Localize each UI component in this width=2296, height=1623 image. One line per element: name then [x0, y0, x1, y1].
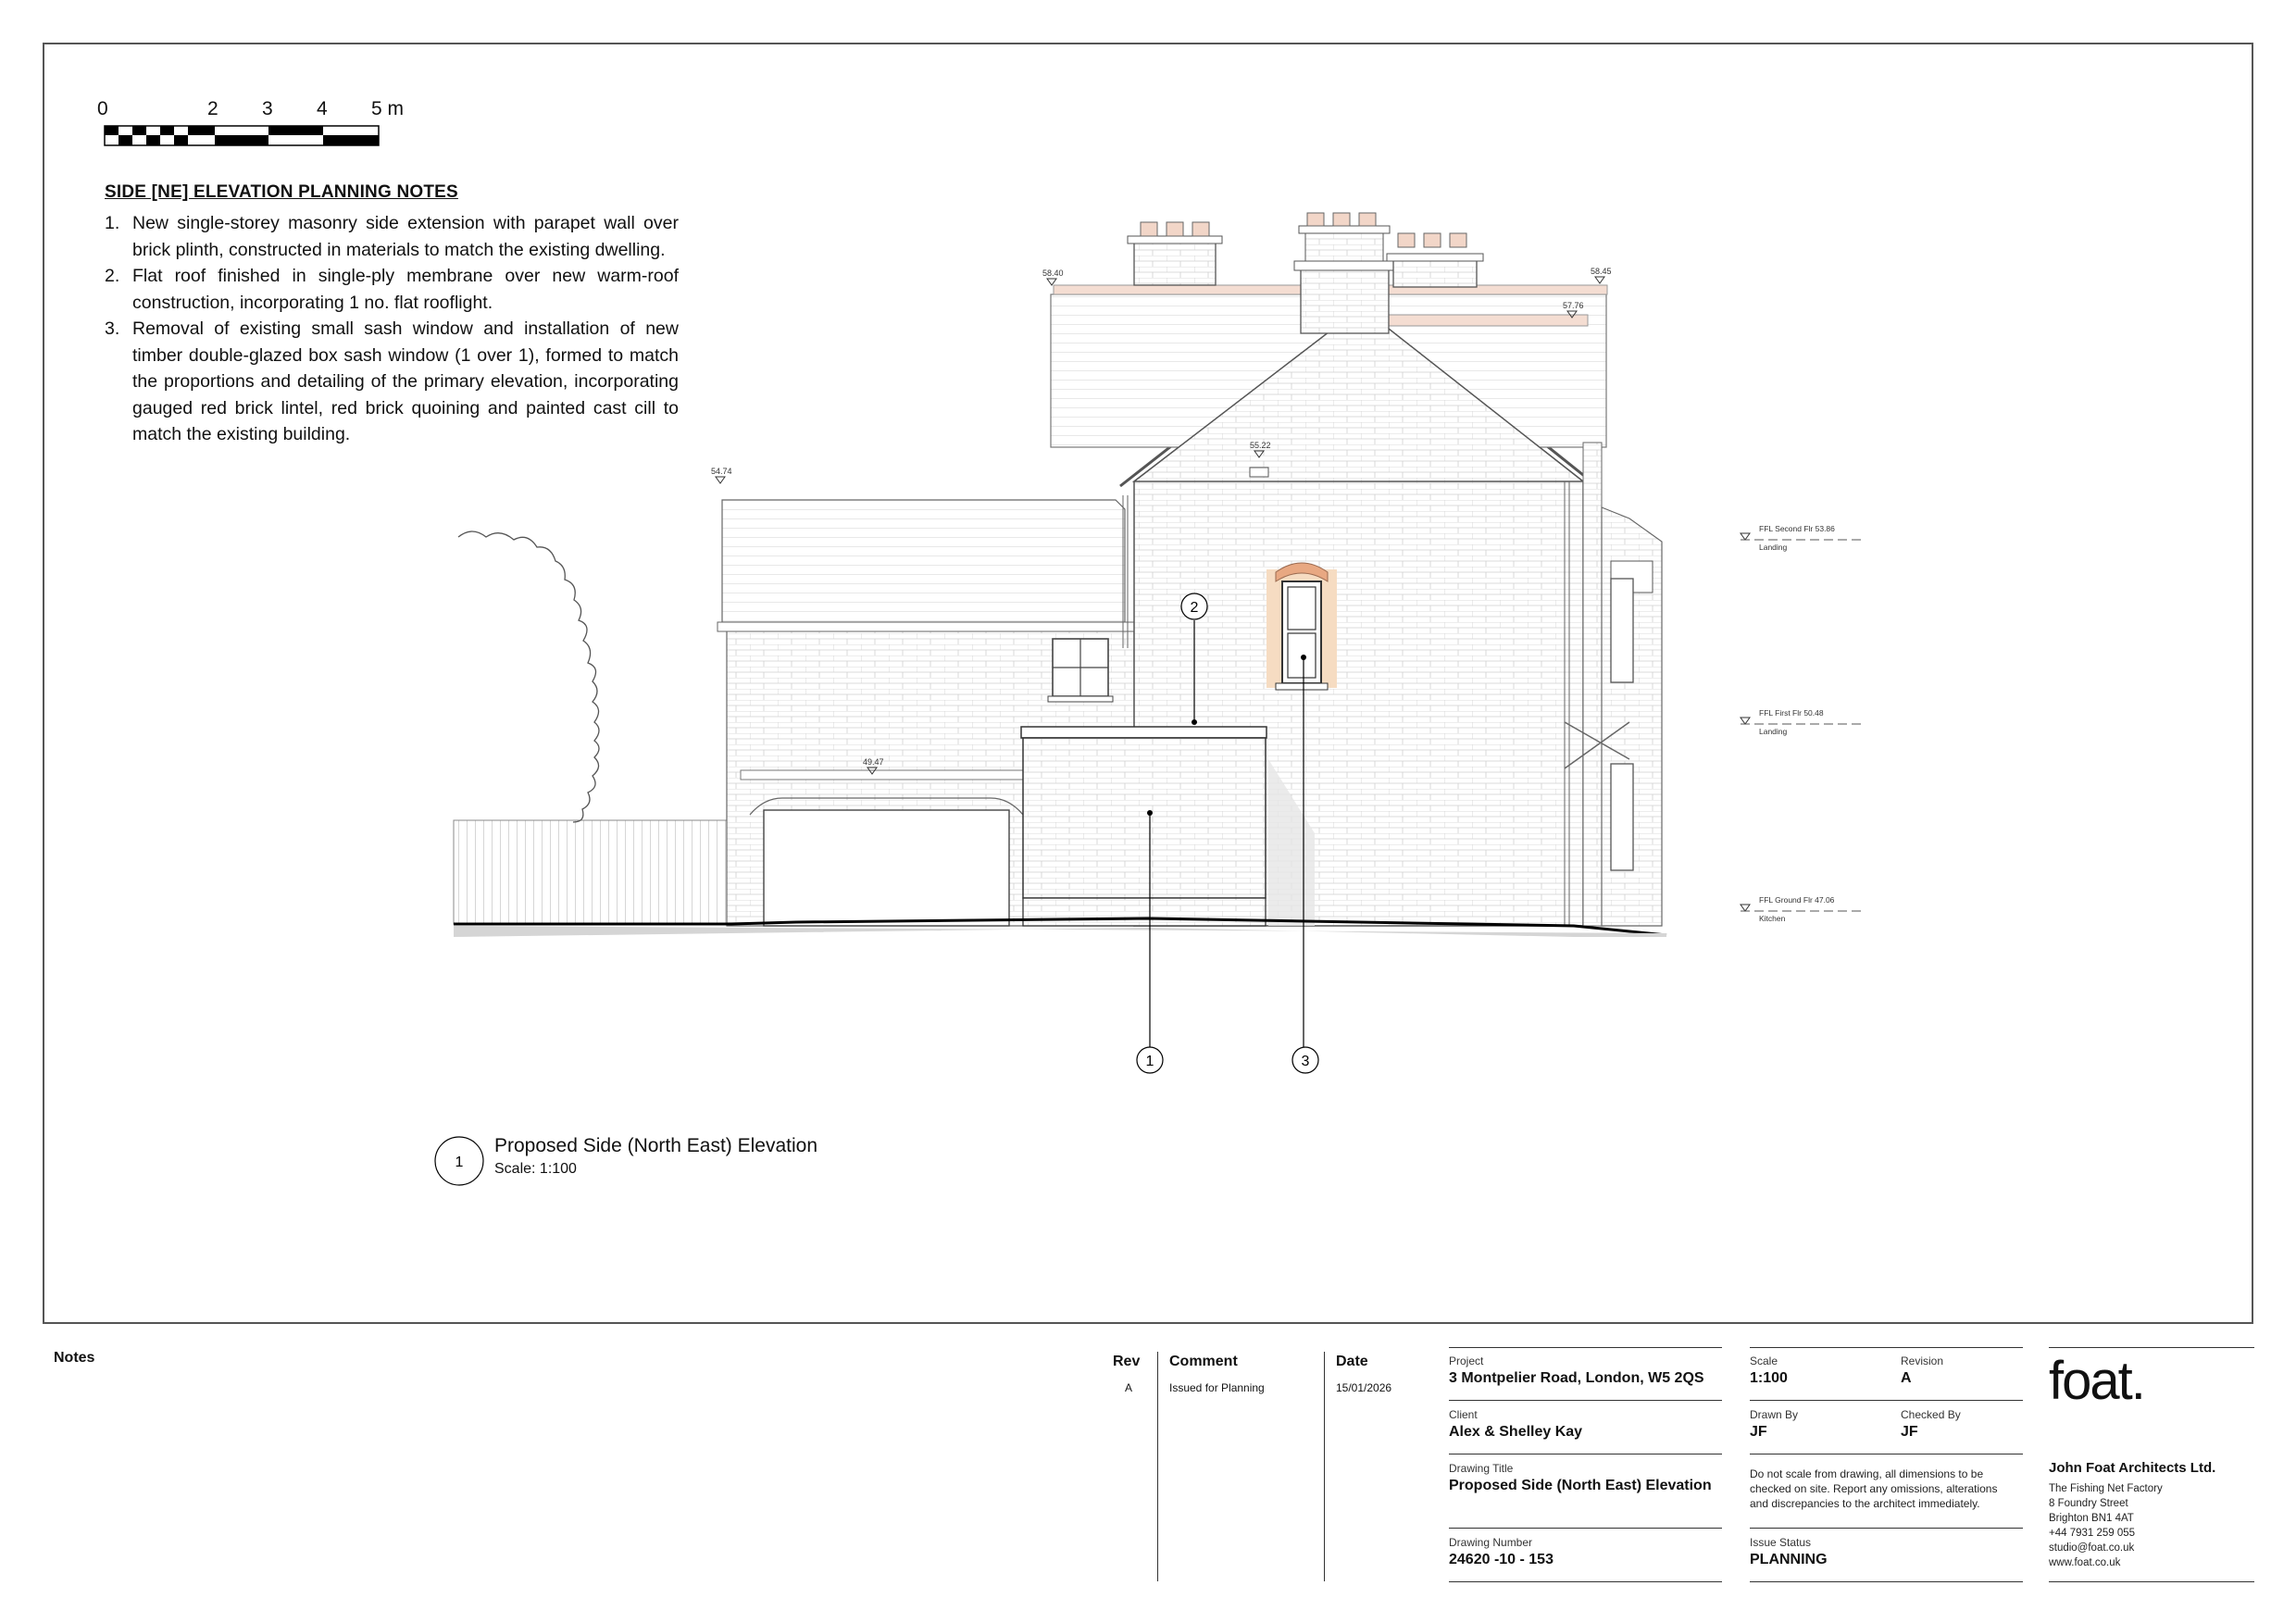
proposed-sash-window: [1267, 563, 1337, 690]
ffl-ground-room: Kitchen: [1759, 914, 1786, 923]
disclaimer: Do not scale from drawing, all dimensions to be checked on site. Report any omissions, alterations and discrepancies to the architect immediately.: [1750, 1467, 1998, 1510]
note-text: New single-storey masonry side extension with parapet wall over brick plinth, constructed in materials to match the existing dwelling.: [132, 213, 679, 260]
notes-label: Notes: [54, 1350, 95, 1366]
ffl-ground-label: FFL Ground Flr 47.06: [1759, 895, 1835, 905]
level-58-45: 58.45: [1591, 267, 1612, 276]
scale-bar-label-2: 2: [207, 98, 218, 119]
project-label: Project: [1449, 1355, 1484, 1367]
note-text: Flat roof finished in single-ply membrane over new warm-roof construction, incorporating 1 no. flat rooflight.: [132, 266, 679, 313]
scale-label: Scale: [1750, 1355, 1778, 1367]
callout-1-label: 1: [1145, 1054, 1154, 1069]
drawn-by-label: Drawn By: [1750, 1408, 1799, 1421]
level-57-76: 57.76: [1563, 301, 1584, 310]
chimney-left: [1128, 222, 1222, 285]
client-label: Client: [1449, 1408, 1478, 1421]
proposed-side-extension: [1021, 727, 1267, 926]
ffl-second-label: FFL Second Flr 53.86: [1759, 524, 1835, 533]
boundary-fence: [454, 820, 731, 924]
foat-logo: foat.: [2049, 1351, 2144, 1411]
scale-bar: [105, 126, 379, 145]
website: www.foat.co.uk: [2049, 1557, 2121, 1568]
revision-label: Revision: [1901, 1355, 1944, 1367]
note-number: 1.: [105, 213, 120, 233]
legend-title: Proposed Side (North East) Elevation: [494, 1135, 818, 1156]
ffl-second-room: Landing: [1759, 543, 1788, 552]
callout-2-label: 2: [1190, 600, 1199, 616]
scale-bar-label-3: 3: [262, 98, 273, 119]
checked-by-value: JF: [1901, 1424, 1918, 1440]
drawing-title-label: Drawing Title: [1449, 1462, 1514, 1475]
ffl-first-label: FFL First Flr 50.48: [1759, 708, 1824, 718]
left-wing-roof: [722, 500, 1125, 622]
drawing-number-value: 24620 -10 - 153: [1449, 1552, 1554, 1567]
revision-value: A: [1901, 1370, 1912, 1386]
drawing-title-value: Proposed Side (North East) Elevation: [1449, 1478, 1712, 1493]
bay-window-lower: [1611, 764, 1633, 870]
eaves-fascia: [718, 622, 1134, 631]
drawing-number-label: Drawing Number: [1449, 1536, 1533, 1549]
rev-header: Rev: [1113, 1354, 1141, 1369]
comment-header: Comment: [1169, 1354, 1238, 1369]
drawn-by-value: JF: [1750, 1424, 1767, 1440]
phone-number: +44 7931 259 055: [2049, 1528, 2136, 1539]
note-number: 3.: [105, 318, 120, 339]
notes-title: SIDE [NE] ELEVATION PLANNING NOTES: [105, 182, 458, 202]
tree-outline: [458, 531, 599, 822]
chimney-main: [1294, 213, 1395, 333]
checked-by-label: Checked By: [1901, 1408, 1961, 1421]
project-value: 3 Montpelier Road, London, W5 2QS: [1449, 1370, 1704, 1386]
client-value: Alex & Shelley Kay: [1449, 1424, 1583, 1440]
level-54-74: 54.74: [711, 467, 732, 476]
bay-window-upper: [1611, 579, 1633, 682]
level-55-22: 55.22: [1250, 441, 1271, 450]
comment-value: Issued for Planning: [1169, 1381, 1265, 1394]
scale-bar-label-0: 0: [97, 98, 108, 119]
callout-3-label: 3: [1301, 1054, 1310, 1069]
note-text: Removal of existing small sash window and installation of new timber double-glazed box sash window (1 over 1), formed to match the proportions and detailing of the primary elevation, incorporating gauged red brick lintel, red brick quoining and painted cast cill to match the existing building.: [132, 318, 679, 444]
date-header: Date: [1336, 1354, 1368, 1369]
issue-status-label: Issue Status: [1750, 1536, 1812, 1549]
company-address: [2049, 1481, 2163, 1570]
address-line: The Fishing Net Factory: [2049, 1483, 2163, 1494]
date-value: 15/01/2026: [1336, 1381, 1392, 1394]
note-number: 2.: [105, 266, 120, 286]
issue-status-value: PLANNING: [1750, 1552, 1828, 1567]
level-58-40: 58.40: [1042, 268, 1064, 278]
address-line: 8 Foundry Street: [2049, 1498, 2128, 1509]
company-name: John Foat Architects Ltd.: [2049, 1460, 2216, 1476]
legend-number: 1: [455, 1155, 464, 1170]
scale-bar-label-5m: 5 m: [371, 98, 405, 119]
level-49-47: 49.47: [863, 757, 884, 767]
scale-value: 1:100: [1750, 1370, 1788, 1386]
rev-value: A: [1125, 1381, 1133, 1394]
scale-bar-label-4: 4: [317, 98, 328, 119]
address-line: Brighton BN1 4AT: [2049, 1513, 2134, 1524]
garage-door: [764, 810, 1009, 926]
legend-scale: Scale: 1:100: [494, 1161, 577, 1177]
email-address: studio@foat.co.uk: [2049, 1542, 2135, 1554]
ffl-first-room: Landing: [1759, 727, 1788, 736]
chimney-right: [1387, 233, 1483, 287]
